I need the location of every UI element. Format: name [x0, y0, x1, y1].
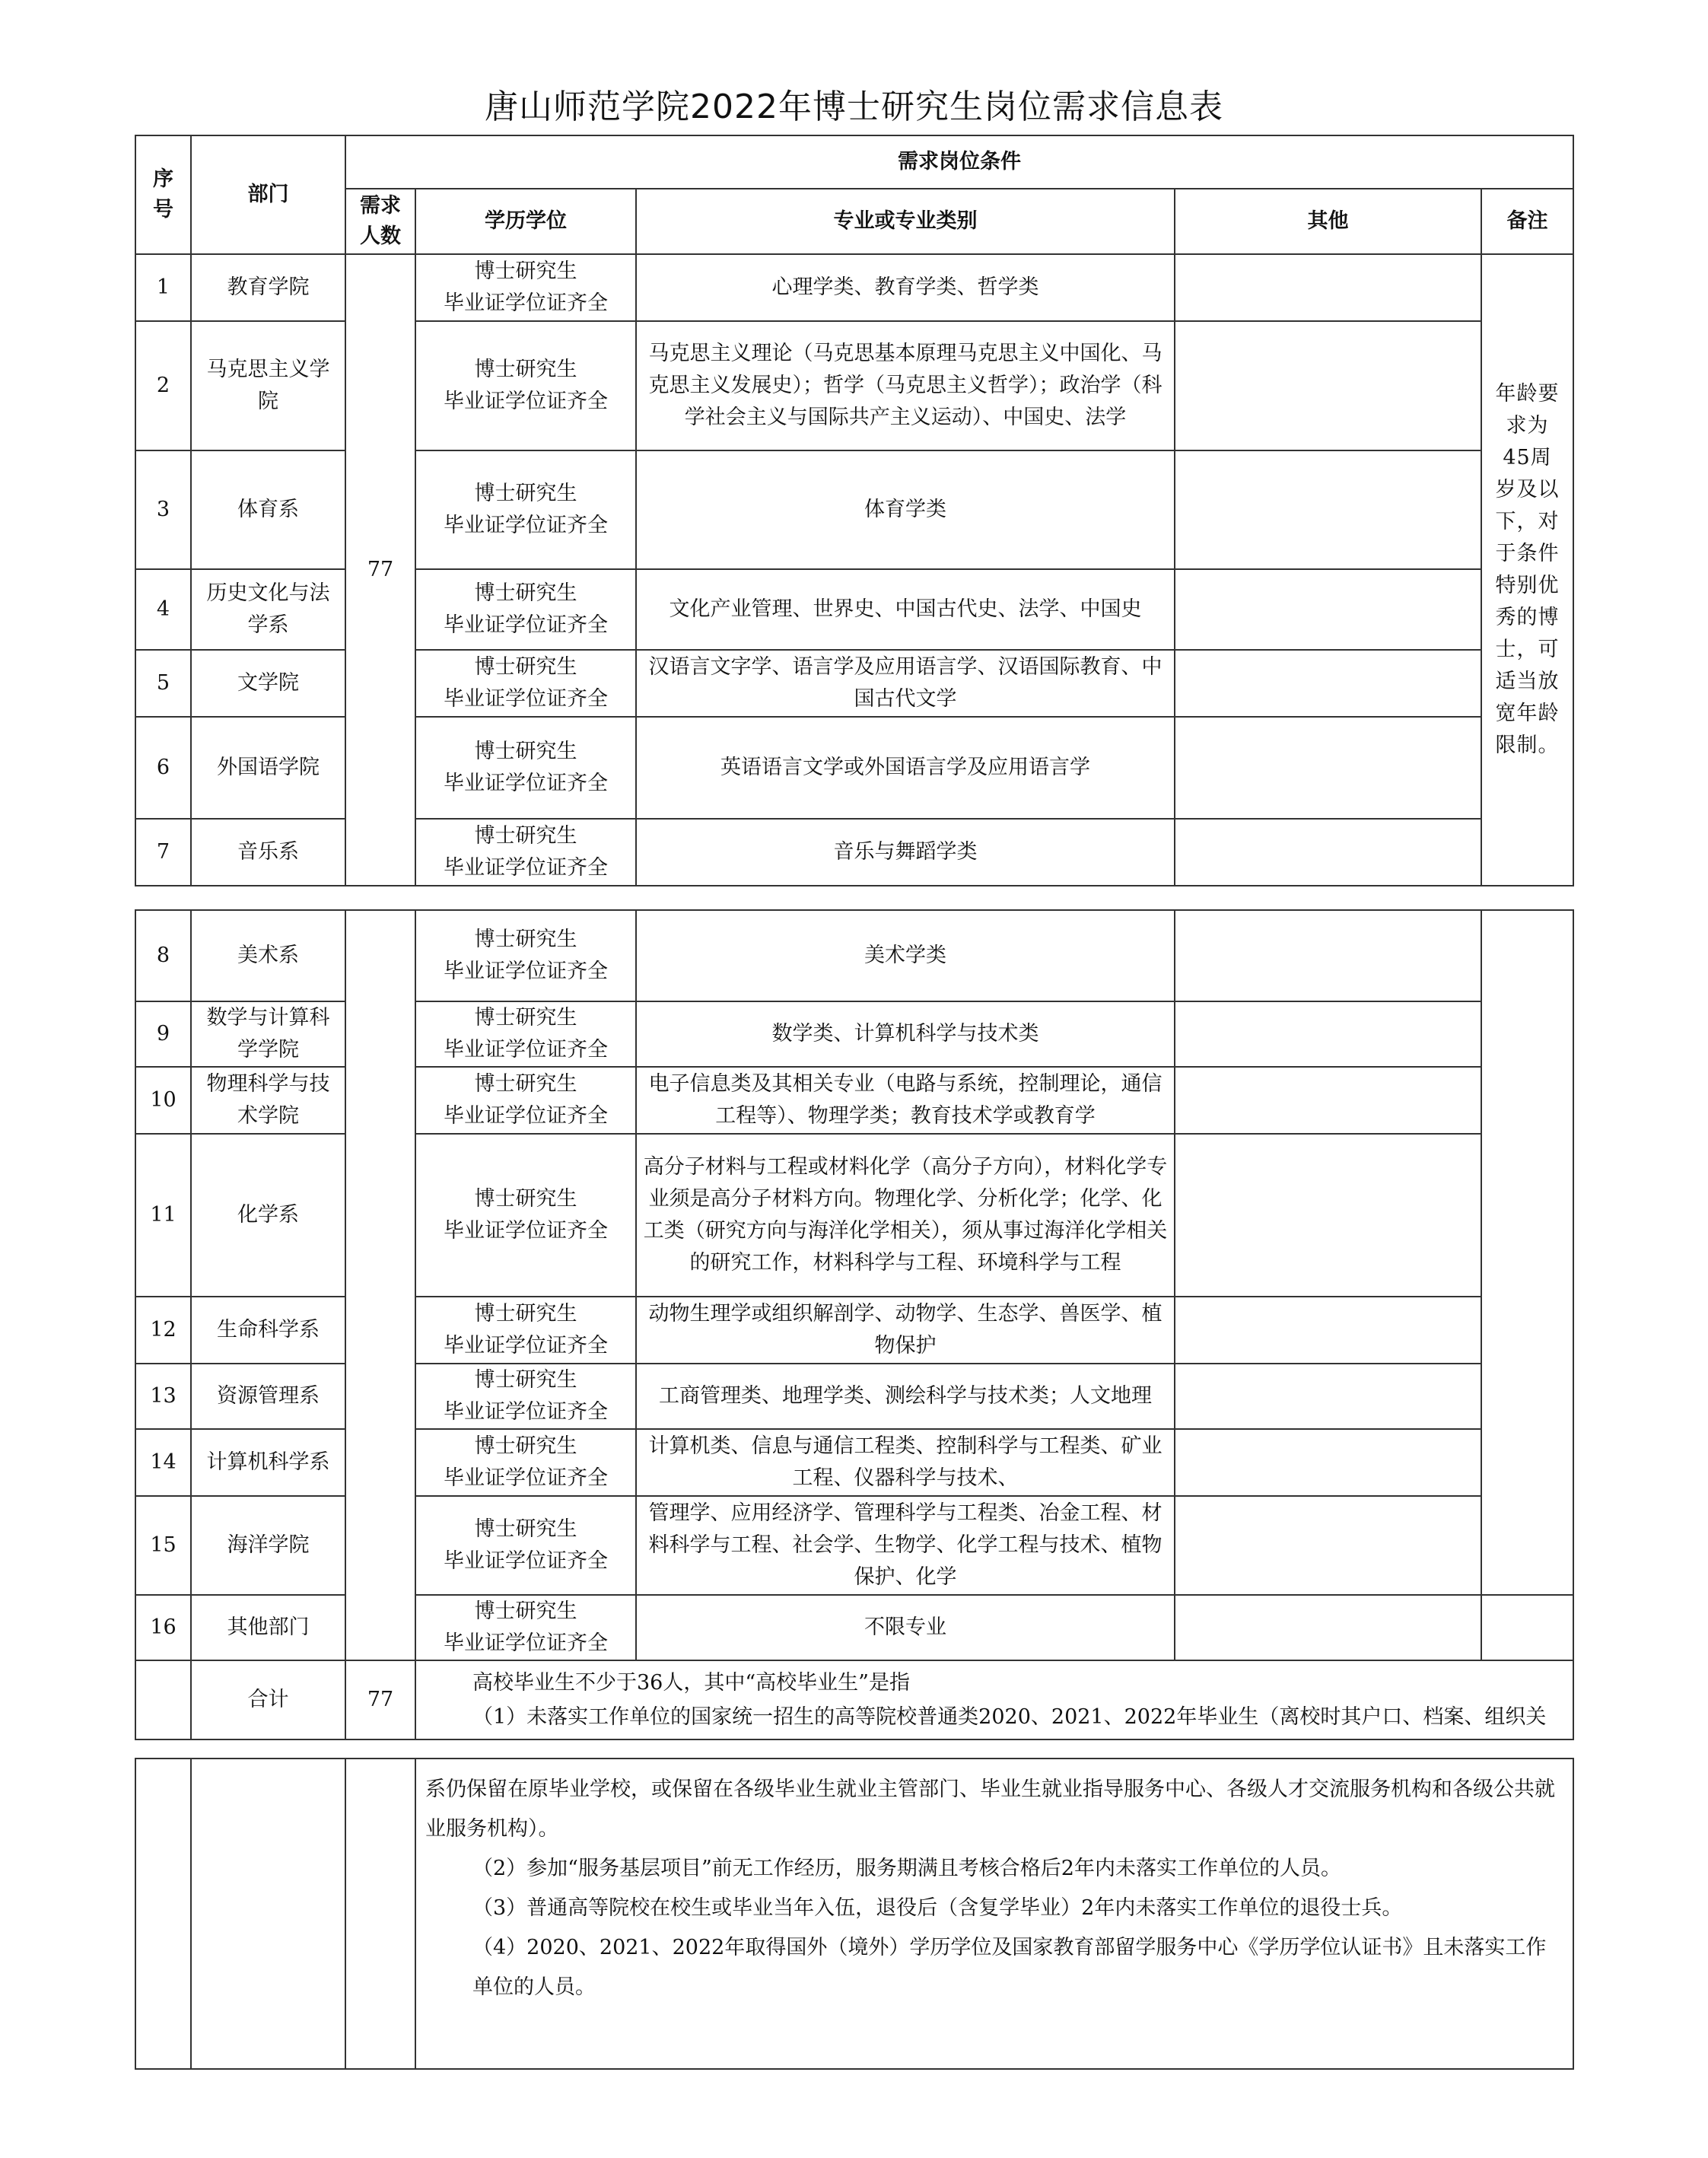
header-conditions: 需求岗位条件 — [345, 135, 1573, 189]
row-degree: 博士研究生 毕业证学位证齐全 — [415, 321, 636, 450]
row-major: 马克思主义理论（马克思基本原理马克思主义中国化、马克思主义发展史）；哲学（马克思主义哲学）；政治学（科学社会主义与国际共产主义运动）、中国史、法学 — [636, 321, 1175, 450]
row-major: 心理学类、教育学类、哲学类 — [636, 254, 1175, 321]
row-seq: 7 — [135, 819, 191, 886]
row-seq: 9 — [135, 1001, 191, 1067]
row-other — [1175, 819, 1481, 886]
row-seq: 15 — [135, 1496, 191, 1595]
row-dept: 音乐系 — [191, 819, 345, 886]
row-other — [1175, 450, 1481, 569]
row-other — [1175, 1496, 1481, 1595]
row-other — [1175, 254, 1481, 321]
row-dept: 计算机科学系 — [191, 1429, 345, 1496]
row-seq: 6 — [135, 717, 191, 819]
total-label: 合计 — [191, 1660, 345, 1739]
row-degree: 博士研究生 毕业证学位证齐全 — [415, 910, 636, 1001]
row-major: 数学类、计算机科学与技术类 — [636, 1001, 1175, 1067]
row-other — [1175, 1429, 1481, 1496]
row-degree: 博士研究生 毕业证学位证齐全 — [415, 819, 636, 886]
header-remark: 备注 — [1481, 189, 1573, 254]
row-other — [1175, 321, 1481, 450]
row-degree: 博士研究生 毕业证学位证齐全 — [415, 1067, 636, 1134]
notes-cell — [415, 1660, 1573, 1739]
total-row — [135, 1660, 1573, 1739]
row-other — [1175, 910, 1481, 1001]
row-dept: 文学院 — [191, 650, 345, 717]
row-degree: 博士研究生 毕业证学位证齐全 — [415, 450, 636, 569]
row-major: 计算机类、信息与通信工程类、控制科学与工程类、矿业工程、仪器科学与技术、 — [636, 1429, 1175, 1496]
total-seq — [135, 1660, 191, 1739]
row-dept: 数学与计算科学学院 — [191, 1001, 345, 1067]
row-dept: 化学系 — [191, 1134, 345, 1297]
table-row — [135, 910, 1573, 1001]
row-seq: 1 — [135, 254, 191, 321]
row-dept: 其他部门 — [191, 1595, 345, 1660]
row-major: 管理学、应用经济学、管理科学与工程类、冶金工程、材料科学与工程、社会学、生物学、化学工程与技术、植物保护、化学 — [636, 1496, 1175, 1595]
row-dept: 生命科学系 — [191, 1297, 345, 1364]
notes-empty-count — [345, 1759, 415, 2069]
row-major: 英语语言文学或外国语言学及应用语言学 — [636, 717, 1175, 819]
row-seq: 14 — [135, 1429, 191, 1496]
total-count-cell: 77 — [345, 254, 415, 886]
row-dept: 物理科学与技术学院 — [191, 1067, 345, 1134]
row-dept: 美术系 — [191, 910, 345, 1001]
header-count: 需求人数 — [345, 189, 415, 254]
row-other — [1175, 1297, 1481, 1364]
row-other — [1175, 1364, 1481, 1429]
note-line: （4）2020、2021、2022年取得国外（境外）学历学位及国家教育部留学服务中心《学历学位认证书》且未落实工作单位的人员。 — [472, 1936, 1547, 1999]
row-major: 汉语言文字学、语言学及应用语言学、汉语国际教育、中国古代文学 — [636, 650, 1175, 717]
row-dept: 马克思主义学院 — [191, 321, 345, 450]
row-dept: 海洋学院 — [191, 1496, 345, 1595]
row-seq: 10 — [135, 1067, 191, 1134]
row-seq: 16 — [135, 1595, 191, 1660]
row-seq: 5 — [135, 650, 191, 717]
row-degree: 博士研究生 毕业证学位证齐全 — [415, 650, 636, 717]
header-other: 其他 — [1175, 189, 1481, 254]
row-other — [1175, 650, 1481, 717]
page-title: 唐山师范学院2022年博士研究生岗位需求信息表 — [485, 88, 1223, 126]
row-seq: 8 — [135, 910, 191, 1001]
row-degree: 博士研究生 毕业证学位证齐全 — [415, 1429, 636, 1496]
row-degree: 博士研究生 毕业证学位证齐全 — [415, 1364, 636, 1429]
header-dept: 部门 — [191, 135, 345, 254]
note-line: 系仍保留在原毕业学校，或保留在各级毕业生就业主管部门、毕业生就业指导服务中心、各级人才交流服务机构和各级公共就业服务机构）。 — [425, 1778, 1555, 1841]
row-dept: 资源管理系 — [191, 1364, 345, 1429]
row-degree: 博士研究生 毕业证学位证齐全 — [415, 569, 636, 650]
table-row — [135, 254, 1573, 321]
row-degree: 博士研究生 毕业证学位证齐全 — [415, 254, 636, 321]
row-major: 动物生理学或组织解剖学、动物学、生态学、兽医学、植物保护 — [636, 1297, 1175, 1364]
row-major: 高分子材料与工程或材料化学（高分子方向），材料化学专业须是高分子材料方向。物理化学、分析化学；化学、化工类（研究方向与海洋化学相关），须从事过海洋化学相关的研究工作，材料科学与工程、环境科学与工程 — [636, 1134, 1175, 1297]
notes-continued-cell — [415, 1759, 1573, 2069]
count-cell-continued — [345, 910, 415, 1660]
row-other — [1175, 1001, 1481, 1067]
row-major: 体育学类 — [636, 450, 1175, 569]
row-other — [1175, 717, 1481, 819]
row-major: 工商管理类、地理学类、测绘科学与技术类；人文地理 — [636, 1364, 1175, 1429]
notes-empty-seq — [135, 1759, 191, 2069]
row-seq: 13 — [135, 1364, 191, 1429]
row-degree: 博士研究生 毕业证学位证齐全 — [415, 1001, 636, 1067]
remark-cell-continued — [1481, 910, 1573, 1595]
row-dept: 外国语学院 — [191, 717, 345, 819]
header-degree: 学历学位 — [415, 189, 636, 254]
row-seq: 3 — [135, 450, 191, 569]
notes-table — [135, 1758, 1574, 2070]
row-other — [1175, 569, 1481, 650]
row-degree: 博士研究生 毕业证学位证齐全 — [415, 1496, 636, 1595]
header-seq: 序号 — [135, 135, 191, 254]
row-major: 电子信息类及其相关专业（电路与系统，控制理论，通信工程等）、物理学类；教育技术学或教育学 — [636, 1067, 1175, 1134]
remark-cell: 年龄要求为45周岁及以下，对于条件特别优秀的博士，可适当放宽年龄限制。 — [1481, 254, 1573, 886]
note-line: （1）未落实工作单位的国家统一招生的高等院校普通类2020、2021、2022年毕业生（离校时其户口、档案、组织关 — [472, 1705, 1547, 1729]
note-line: 高校毕业生不少于36人，其中“高校毕业生”是指 — [472, 1671, 910, 1695]
notes-empty-dept — [191, 1759, 345, 2069]
row-degree: 博士研究生 毕业证学位证齐全 — [415, 717, 636, 819]
row-dept: 历史文化与法学系 — [191, 569, 345, 650]
row-other — [1175, 1067, 1481, 1134]
row-seq: 4 — [135, 569, 191, 650]
positions-table-part2 — [135, 909, 1574, 1740]
row-major: 音乐与舞蹈学类 — [636, 819, 1175, 886]
note-line: （3）普通高等院校在校生或毕业当年入伍，退役后（含复学毕业）2年内未落实工作单位的退役士兵。 — [472, 1896, 1403, 1920]
row-remark — [1481, 1595, 1573, 1660]
row-degree: 博士研究生 毕业证学位证齐全 — [415, 1595, 636, 1660]
row-other — [1175, 1595, 1481, 1660]
row-dept: 教育学院 — [191, 254, 345, 321]
row-major: 美术学类 — [636, 910, 1175, 1001]
header-major: 专业或专业类别 — [636, 189, 1175, 254]
row-dept: 体育系 — [191, 450, 345, 569]
positions-table-part1 — [135, 135, 1574, 886]
row-seq: 12 — [135, 1297, 191, 1364]
row-degree: 博士研究生 毕业证学位证齐全 — [415, 1134, 636, 1297]
row-seq: 2 — [135, 321, 191, 450]
row-major: 文化产业管理、世界史、中国古代史、法学、中国史 — [636, 569, 1175, 650]
note-line: （2）参加“服务基层项目”前无工作经历，服务期满且考核合格后2年内未落实工作单位的人员。 — [472, 1857, 1341, 1880]
total-count: 77 — [345, 1660, 415, 1739]
row-seq: 11 — [135, 1134, 191, 1297]
row-other — [1175, 1134, 1481, 1297]
row-degree: 博士研究生 毕业证学位证齐全 — [415, 1297, 636, 1364]
row-major: 不限专业 — [636, 1595, 1175, 1660]
